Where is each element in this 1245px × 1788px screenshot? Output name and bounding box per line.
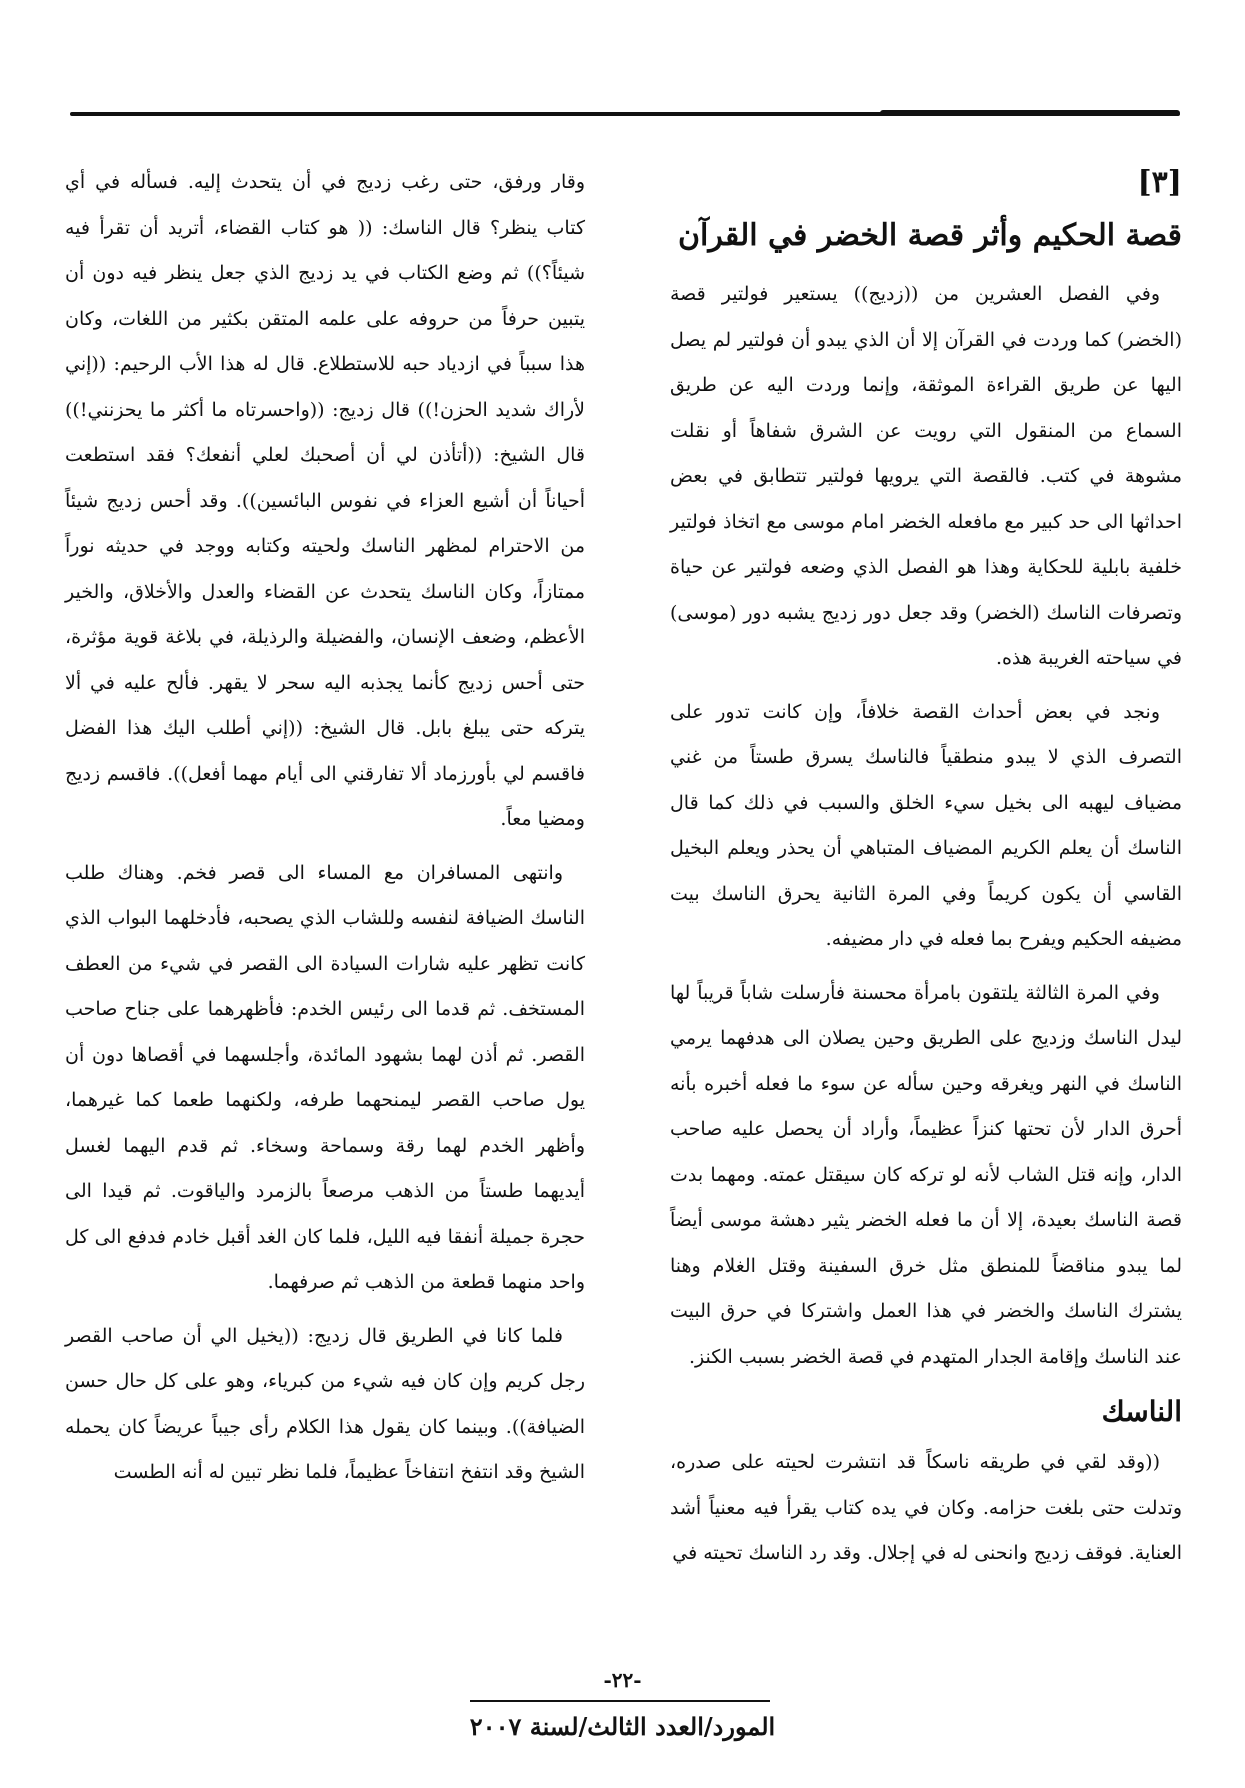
right-paragraph-2: ونجد في بعض أحداث القصة خلافاً، وإن كانت تدور على التصرف الذي لا يبدو منطقياً فالناسك يسرق طستاً من غني مضياف ليهبه الى بخيل سيء الخلق والسبب في ذلك كما قال الناسك أن يعلم الكريم المضياف المتباهي أن يحذر ويعلم البخيل القاسي أن يكون كريماً وفي المرة الثانية يحرق الناسك بيت مضيفه الحكيم ويفرح بما فعله في دار مضيفه.: [670, 700, 1182, 950]
article-title: قصة الحكيم وأثر قصة الخضر في القرآن: [677, 218, 1182, 253]
left-column: [65, 160, 585, 1504]
footer-rule: [470, 1700, 770, 1702]
section-number: [٣]: [1137, 165, 1182, 200]
right-paragraph-quote: ((وقد لقي في طريقه ناسكاً قد انتشرت لحيته على صدره، وتدلت حتى بلغت حزامه. وكان في يده كتاب يقرأ فيه معنياً أشد العناية. فوقف زديج وانحنى له في إجلال. وقد رد الناسك تحيته في: [670, 1451, 1182, 1564]
page-number: -٢٢-: [603, 1668, 642, 1692]
right-column: [670, 160, 1182, 1585]
left-paragraph-2: وانتهى المسافران مع المساء الى قصر فخم. وهناك طلب الناسك الضيافة لنفسه وللشاب الذي يصحبه، فأدخلهما البواب الذي كانت تظهر عليه شارات السيادة الى القصر في شيء من العطف المستخف. ثم قدما الى رئيس الخدم: فأظهرهما على جناح صاحب القصر. ثم أذن لهما بشهود المائدة، وأجلسهما في أقصاها دون أن يول صاحب القصر ليمنحهما طرفه، ولكنهما طعما كما غيرهما، وأظهر الخدم لهما رقة وسماحة وسخاء. ثم قدم اليهما لغسل أيديهما طستاً من الذهب مرصعاً بالزمرد والياقوت. ثم قيدا الى حجرة جميلة أنفقا فيه الليل، فلما كان الغد أقبل خادم فدفع الى كل واحد منهما قطعة من الذهب ثم صرفهما.: [65, 861, 585, 1293]
left-paragraph-1: وقار ورفق، حتى رغب زديج في أن يتحدث إليه. فسأله في أي كتاب ينظر؟ قال الناسك: (( هو كتاب القضاء، أتريد أن تقرأ فيه شيئاً؟)) ثم وضع الكتاب في يد زديج الذي جعل ينظر فيه دون أن يتبين حرفاً من حروفه على علمه المتقن بكثير من اللغات، وكان هذا سبباً في ازدياد حبه للاستطلاع. قال له هذا الأب الرحيم: ((إني لأراك شديد الحزن!)) قال زديج: ((واحسرتاه ما أكثر ما يحزنني!)) قال الشيخ: ((أتأذن لي أن أصحبك لعلي أنفعك؟ فقد استطعت أحياناً أن أشيع العزاء في نفوس البائسين)). وقد أحس زديج شيئاً من الاحترام لمظهر الناسك ولحيته وكتابه ووجد في حديثه نوراً ممتازاً، وكان الناسك يتحدث عن القضاء والعدل والأخلاق، والخير الأعظم، وضعف الإنسان، والفضيلة والرذيلة، في بلاغة قوية مؤثرة، حتى أحس زديج كأنما يجذبه اليه سحر لا يقهر. فألح عليه في ألا يتركه حتى يبلغ بابل. قال الشيخ: ((إني أطلب اليك هذا الفضل فاقسم لي بأورزماد ألا تفارقني الى أيام مهما أفعل)). فاقسم زديج ومضيا معاً.: [65, 171, 585, 830]
left-paragraph-3: فلما كانا في الطريق قال زديج: ((يخيل الي أن صاحب القصر رجل كريم وإن كان فيه شيء من كبرياء، وهو على كل حال حسن الضيافة)). وبينما كان يقول هذا الكلام رأى جيباً عريضاً كان يحمله الشيخ وقد انتفخ انتفاخاً عظيماً، فلما نظر تبين له أنه الطست: [65, 1324, 585, 1483]
journal-citation: المورد/العدد الثالث/لسنة ٢٠٠٧: [469, 1712, 776, 1741]
header-rule: [70, 112, 1180, 116]
right-paragraph-1: وفي الفصل العشرين من ((زديج)) يستعير فولتير قصة (الخضر) كما وردت في القرآن إلا أن الذي يبدو أن فولتير لم يصل اليها عن طريق القراءة الموثقة، وإنما وردت اليه عن طريق السماع من المنقول التي رويت عن الشرق شفاهاً أو نقلت مشوهة في كتب. فالقصة التي يرويها فولتير تتطابق في بعض احداثها الى حد كبير مع مافعله الخضر امام موسى مع اتخاذ فولتير خلفية بابلية للحكاية وهذا هو الفصل الذي وضعه فولتير عن حياة وتصرفات الناسك (الخضر) وقد جعل دور زديج يشبه دور (موسى) في سياحته الغريبة هذه.: [670, 283, 1182, 669]
right-paragraph-3: وفي المرة الثالثة يلتقون بامرأة محسنة فأرسلت شاباً قريباً لها ليدل الناسك وزديج على الطريق وحين يصلان الى هدفهما يرمي الناسك في النهر ويغرقه وحين سأله عن سوء ما فعله أخبره بأنه أحرق الدار لأن تحتها كنزاً عظيماً، وأراد أن يحصل عليه صاحب الدار، وإنه قتل الشاب لأنه لو تركه كان سيقتل عمته. ومهما بدت قصة الناسك بعيدة، إلا أن ما فعله الخضر يثير دهشة موسى أيضاً لما يبدو مناقضاً للمنطق مثل خرق السفينة وقتل الغلام وهنا يشترك الناسك والخضر في هذا العمل واشتركا في حرق البيت عند الناسك وإقامة الجدار المتهدم في قصة الخضر بسبب الكنز.: [670, 981, 1182, 1368]
subheading-hermit: الناسك: [1101, 1395, 1182, 1428]
